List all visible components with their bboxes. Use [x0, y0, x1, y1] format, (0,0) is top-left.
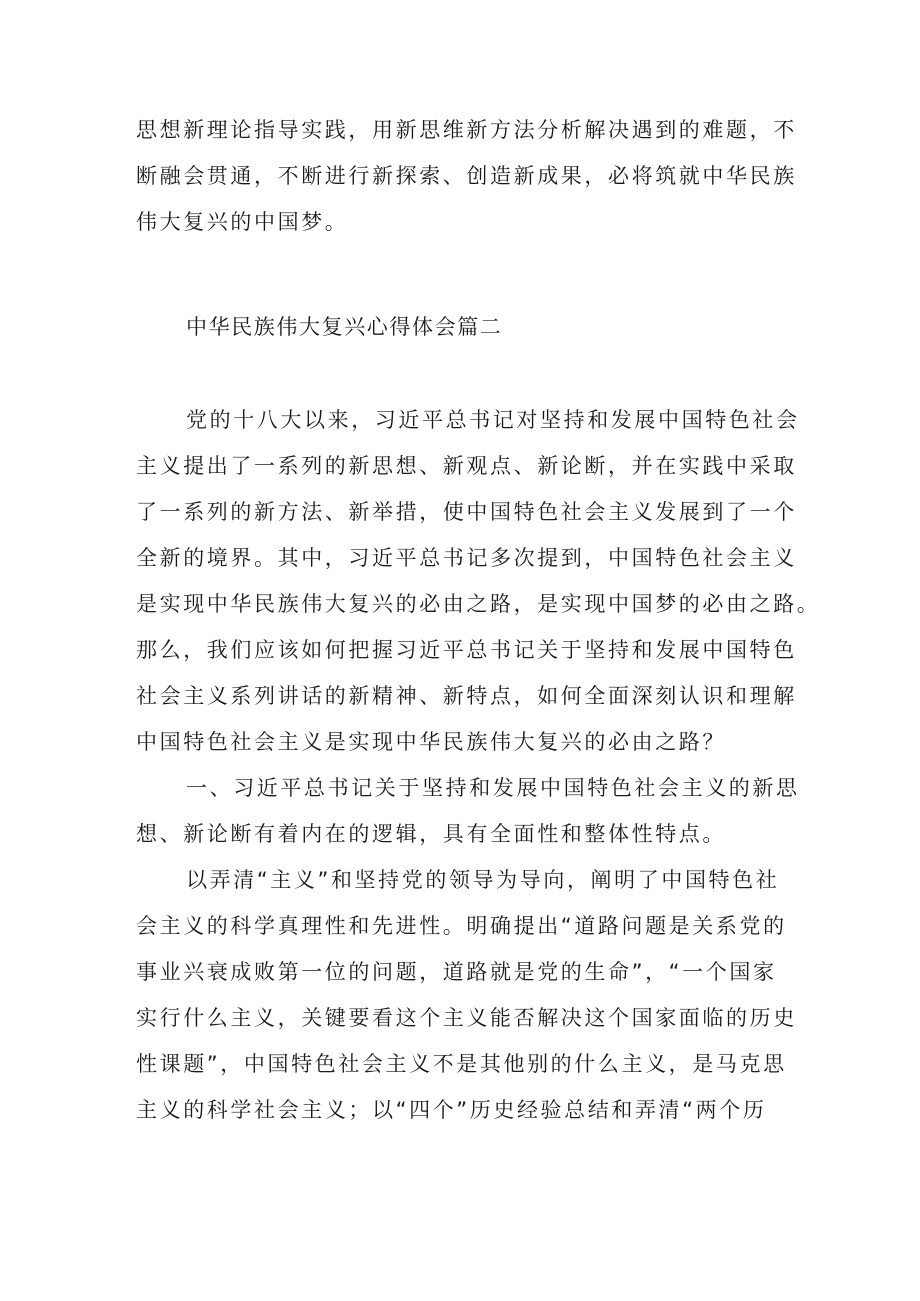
intro-line-1: 思想新理论指导实践，用新思维新方法分析解决遇到的难题，不: [136, 118, 797, 142]
paragraph3-line-4: 实行什么主义，关键要看这个主义能否解决这个国家面临的历史: [136, 1006, 797, 1030]
paragraph3-line-2: 会主义的科学真理性和先进性。明确提出“道路问题是关系党的: [136, 914, 787, 938]
intro-line-2: 断融会贯通，不断进行新探索、创造新成果，必将筑就中华民族: [136, 164, 797, 188]
intro-line-3: 伟大复兴的中国梦。: [136, 210, 349, 234]
paragraph1-line-7: 社会主义系列讲话的新精神、新特点，如何全面深刻认识和理解: [136, 684, 797, 708]
paragraph1-line-5: 是实现中华民族伟大复兴的必由之路，是实现中国梦的必由之路。: [136, 592, 821, 616]
paragraph1-line-3: 了一系列的新方法、新举措，使中国特色社会主义发展到了一个: [136, 500, 797, 524]
paragraph1-line-1: 党的十八大以来，习近平总书记对坚持和发展中国特色社会: [186, 408, 800, 432]
paragraph3-line-6: 主义的科学社会主义；以“四个”历史经验总结和弄清“两个历: [136, 1098, 767, 1122]
paragraph1-line-2: 主义提出了一系列的新思想、新观点、新论断，并在实践中采取: [136, 454, 797, 478]
paragraph2-line-2: 想、新论断有着内在的逻辑，具有全面性和整体性特点。: [136, 822, 726, 846]
paragraph3-line-3: 事业兴衰成败第一位的问题，道路就是党的生命”，“一个国家: [136, 960, 777, 984]
section-heading: 中华民族伟大复兴心得体会篇二: [186, 315, 503, 339]
paragraph3-line-5: 性课题”，中国特色社会主义不是其他别的什么主义，是马克思: [136, 1052, 787, 1076]
paragraph1-line-8: 中国特色社会主义是实现中华民族伟大复兴的必由之路？: [136, 730, 726, 754]
paragraph2-line-1: 一、习近平总书记关于坚持和发展中国特色社会主义的新思: [186, 776, 800, 800]
paragraph1-line-6: 那么，我们应该如何把握习近平总书记关于坚持和发展中国特色: [136, 638, 797, 662]
paragraph1-line-4: 全新的境界。其中，习近平总书记多次提到，中国特色社会主义: [136, 546, 797, 570]
paragraph3-line-1: 以弄清“主义”和坚持党的领导为导向，阐明了中国特色社: [186, 868, 780, 892]
